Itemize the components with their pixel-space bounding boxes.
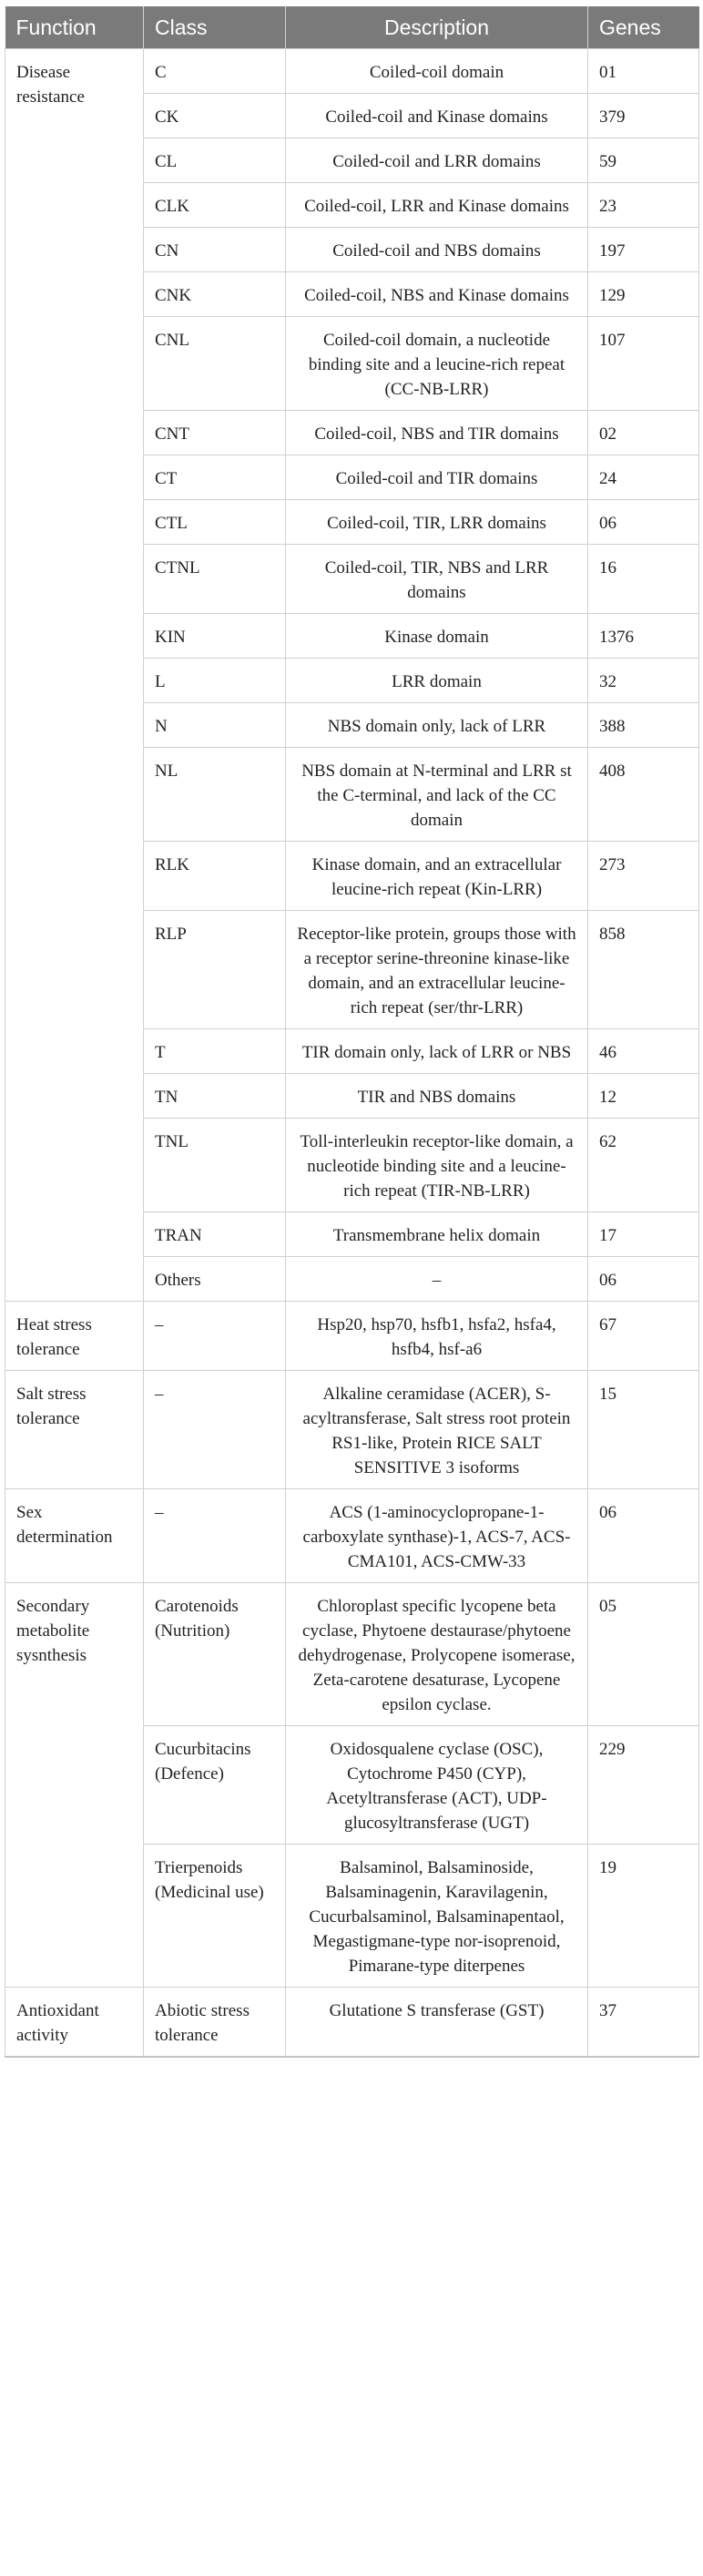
class-cell: CLK [144,183,286,228]
function-cell: Disease resistance [5,49,144,1302]
description-cell: Glutatione S transferase (GST) [286,1988,588,2058]
class-cell: L [144,659,286,703]
header-class: Class [144,6,286,49]
class-cell: KIN [144,614,286,659]
description-cell: Coiled-coil and NBS domains [286,228,588,272]
header-row [5,6,699,49]
description-cell: Balsaminol, Balsaminoside, Balsaminagenin, Karavilagenin, Cucurbalsaminol, Balsaminapentaol, Megastigmane-type nor-isoprenoid, Pimarane-type diterpenes [286,1845,588,1988]
description-cell: Alkaline ceramidase (ACER), S-acyltransferase, Salt stress root protein RS1-like, Protein RICE SALT SENSITIVE 3 isoforms [286,1371,588,1489]
description-cell: LRR domain [286,659,588,703]
genes-cell: 59 [588,138,699,183]
description-cell: TIR and NBS domains [286,1074,588,1119]
description-cell: NBS domain only, lack of LRR [286,703,588,748]
genes-cell: 1376 [588,614,699,659]
genes-cell: 15 [588,1371,699,1489]
class-cell: CN [144,228,286,272]
genes-cell: 12 [588,1074,699,1119]
description-cell: Toll-interleukin receptor-like domain, a nucleotide binding site and a leucine-rich repeat (TIR-NB-LRR) [286,1119,588,1212]
class-cell: – [144,1302,286,1371]
genes-cell: 197 [588,228,699,272]
genes-cell: 229 [588,1726,699,1845]
class-cell: – [144,1489,286,1583]
genes-cell: 17 [588,1212,699,1257]
genes-cell: 37 [588,1988,699,2058]
genes-cell: 16 [588,545,699,614]
class-cell: CK [144,94,286,138]
class-cell: CTL [144,500,286,545]
genes-cell: 408 [588,748,699,842]
description-cell: Coiled-coil domain [286,49,588,94]
table-row [5,1583,699,1726]
table-row [5,1302,699,1371]
class-cell: Carotenoids (Nutrition) [144,1583,286,1726]
function-cell: Secondary metabolite sysnthesis [5,1583,144,1988]
class-cell: TRAN [144,1212,286,1257]
header-description: Description [286,6,588,49]
genes-cell: 32 [588,659,699,703]
description-cell: Receptor-like protein, groups those with a receptor serine-threonine kinase-like domain, and an extracellular leucine-rich repeat (ser/thr-LRR) [286,911,588,1029]
description-cell: Kinase domain [286,614,588,659]
table-header [5,6,699,49]
class-cell: CNL [144,317,286,411]
class-cell: N [144,703,286,748]
class-cell: Cucurbitacins (Defence) [144,1726,286,1845]
class-cell: Trierpenoids (Medicinal use) [144,1845,286,1988]
description-cell: NBS domain at N-terminal and LRR st the C-terminal, and lack of the CC domain [286,748,588,842]
genes-cell: 67 [588,1302,699,1371]
table-body [5,49,699,2058]
table-row [5,1371,699,1489]
genes-cell: 273 [588,842,699,911]
genes-cell: 23 [588,183,699,228]
function-cell: Salt stress tolerance [5,1371,144,1489]
class-cell: RLK [144,842,286,911]
description-cell: Coiled-coil and TIR domains [286,455,588,500]
genes-cell: 379 [588,94,699,138]
genes-cell: 01 [588,49,699,94]
description-cell: ACS (1-aminocyclopropane-1-carboxylate synthase)-1, ACS-7, ACS-CMA101, ACS-CMW-33 [286,1489,588,1583]
description-cell: Coiled-coil and LRR domains [286,138,588,183]
description-cell: Coiled-coil and Kinase domains [286,94,588,138]
table-row [5,1489,699,1583]
description-cell: Oxidosqualene cyclase (OSC), Cytochrome P450 (CYP), Acetyltransferase (ACT), UDP-glucosyltransferase (UGT) [286,1726,588,1845]
description-cell: Coiled-coil, NBS and TIR domains [286,411,588,455]
class-cell: CNT [144,411,286,455]
header-function: Function [5,6,144,49]
class-cell: NL [144,748,286,842]
class-cell: CNK [144,272,286,317]
description-cell: Coiled-coil, NBS and Kinase domains [286,272,588,317]
function-cell: Sex determination [5,1489,144,1583]
genes-cell: 05 [588,1583,699,1726]
genes-cell: 02 [588,411,699,455]
genes-cell: 06 [588,500,699,545]
genes-cell: 129 [588,272,699,317]
class-cell: Abiotic stress tolerance [144,1988,286,2058]
description-cell: Coiled-coil domain, a nucleotide binding site and a leucine-rich repeat (CC-NB-LRR) [286,317,588,411]
gene-function-table [5,6,699,2058]
class-cell: CT [144,455,286,500]
description-cell: Chloroplast specific lycopene beta cyclase, Phytoene destaurase/phytoene dehydrogenase, Prolycopene isomerase, Zeta-carotene desaturase, Lycopene epsilon cyclase. [286,1583,588,1726]
class-cell: – [144,1371,286,1489]
class-cell: TN [144,1074,286,1119]
description-cell: TIR domain only, lack of LRR or NBS [286,1029,588,1074]
header-genes: Genes [588,6,699,49]
genes-cell: 46 [588,1029,699,1074]
class-cell: T [144,1029,286,1074]
class-cell: C [144,49,286,94]
description-cell: – [286,1257,588,1302]
description-cell: Hsp20, hsp70, hsfb1, hsfa2, hsfa4, hsfb4, hsf-a6 [286,1302,588,1371]
description-cell: Coiled-coil, TIR, NBS and LRR domains [286,545,588,614]
genes-cell: 24 [588,455,699,500]
genes-cell: 06 [588,1489,699,1583]
genes-cell: 06 [588,1257,699,1302]
class-cell: CTNL [144,545,286,614]
genes-cell: 19 [588,1845,699,1988]
class-cell: Others [144,1257,286,1302]
genes-cell: 858 [588,911,699,1029]
description-cell: Transmembrane helix domain [286,1212,588,1257]
class-cell: TNL [144,1119,286,1212]
genes-cell: 107 [588,317,699,411]
class-cell: CL [144,138,286,183]
description-cell: Coiled-coil, TIR, LRR domains [286,500,588,545]
function-cell: Heat stress tolerance [5,1302,144,1371]
genes-cell: 62 [588,1119,699,1212]
table-row [5,1988,699,2058]
table-row [5,49,699,94]
genes-cell: 388 [588,703,699,748]
class-cell: RLP [144,911,286,1029]
description-cell: Coiled-coil, LRR and Kinase domains [286,183,588,228]
description-cell: Kinase domain, and an extracellular leucine-rich repeat (Kin-LRR) [286,842,588,911]
function-cell: Antioxidant activity [5,1988,144,2058]
